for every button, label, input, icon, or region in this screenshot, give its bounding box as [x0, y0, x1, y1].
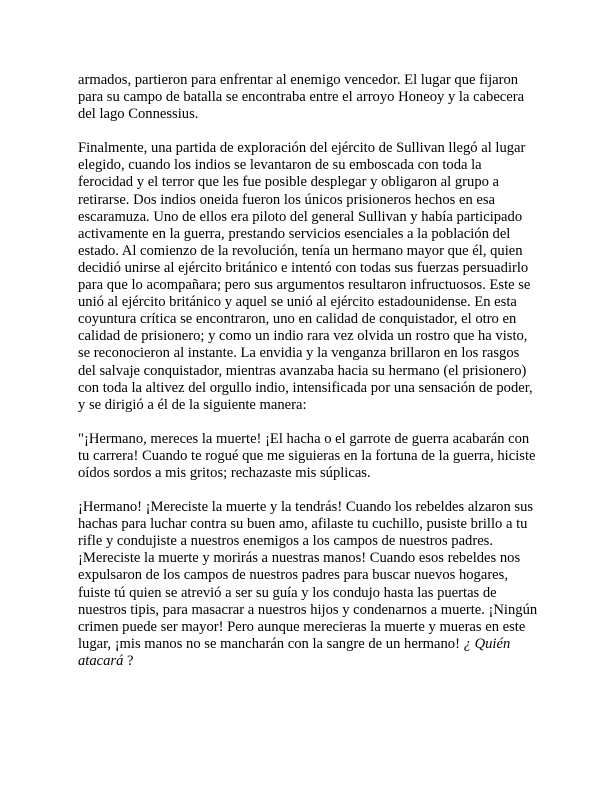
paragraph-text: ¡Hermano! ¡Mereciste la muerte y la tendrás! Cuando los rebeldes alzaron sus hachas para luchar contra su buen amo, afilaste tu cuchillo, pusiste brillo a tu rifle y condujiste a nuestros enemigos a los campos de nuestros padres. ¡Mereciste la muerte y morirás a nuestras manos! Cuando esos rebeldes nos expulsaron de los campos de nuestros padres para buscar nuevos hogares, fuiste tú quien se atrevió a ser su guía y los condujo hasta las puertas de nuestros tipis, para masacrar a nuestros hijos y condenarnos a muerte. ¡Ningún crimen puede ser mayor! Pero aunque merecieras la muerte y mueras en este lugar, ¡mis manos no se mancharán con la sangre de un hermano! [78, 499, 538, 652]
paragraph: armados, partieron para enfrentar al enemigo vencedor. El lugar que fijaron para su campo de batalla se encontraba entre el arroyo Honeoy y la cabecera del lago Connessius. [78, 72, 525, 123]
paragraph: Finalmente, una partida de exploración del ejército de Sullivan llegó al lugar elegido, cuando los indios se levantaron de su emboscada con toda la ferocidad y el terror que les fue posible desplegar y obligaron al grupo a retirarse. Dos indios oneida fueron los únicos prisioneros hechos en esa escaramuza. Uno de ellos era piloto del general Sullivan y había participado activamente en la guerra, prestando servicios esenciales a la población del estado. Al comienzo de la revolución, tenía un hermano mayor que él, quien decidió unirse al ejército británico e intentó con todas sus fuerzas persuadirlo para que lo acompañara; pero sus argumentos resultaron infructuosos. Este se unió al ejército británico y aquel se unió al ejército estadounidense. En esta coyuntura crítica se encontraron, uno en calidad de conquistador, el otro en calidad de prisionero; y como un indio rara vez olvida un rostro que ha visto, se reconocieron al instante. La envidia y la venganza brillaron en los rasgos del salvaje conquistador, mientras avanzaba hacia su hermano (el prisionero) con toda la altivez del orgullo indio, intensificada por una sensación de poder, y se dirigió a él de la siguiente manera: [78, 140, 533, 413]
document-body [78, 72, 538, 670]
paragraph-last [78, 499, 538, 670]
paragraph-end: ? [123, 652, 134, 669]
italic-question: ¿ Quién atacará [78, 635, 511, 669]
paragraph: "¡Hermano, mereces la muerte! ¡El hacha o el garrote de guerra acabarán con tu carrera! Cuando te rogué que me siguieras en la fortuna de la guerra, hiciste oídos sordos a mis gritos; rechazaste mis súplicas. [78, 430, 536, 481]
